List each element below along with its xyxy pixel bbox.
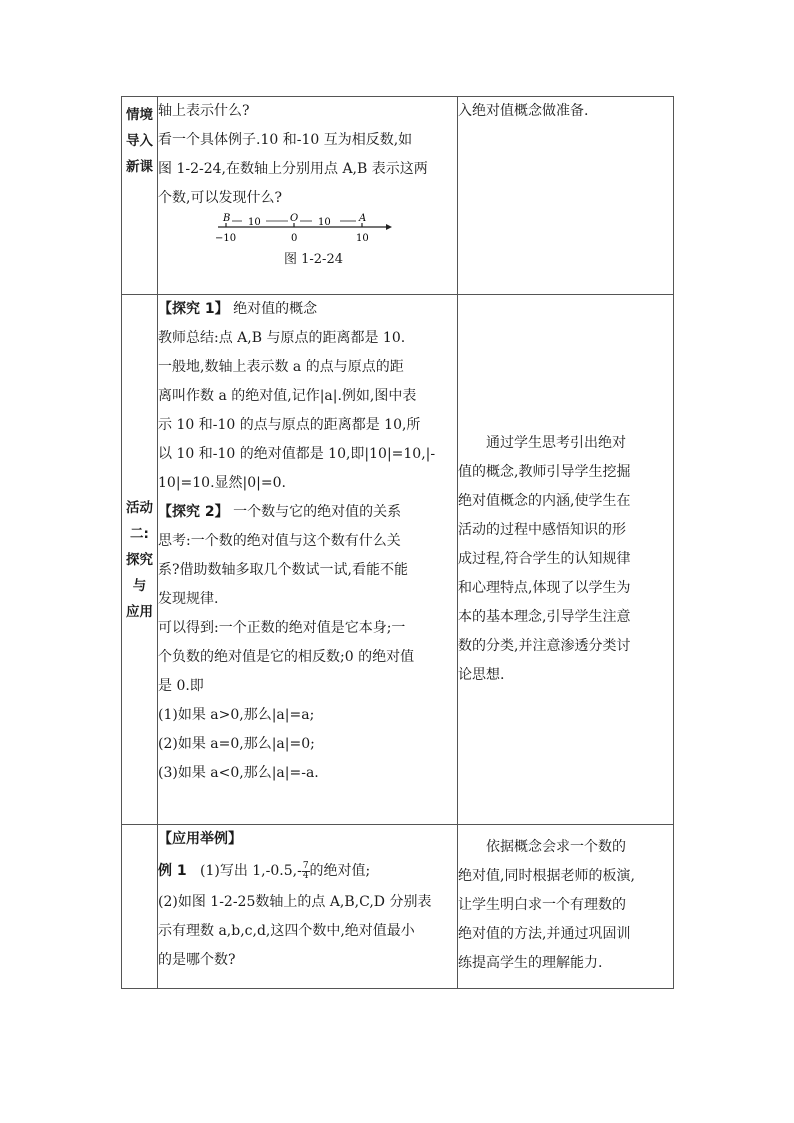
tag-explore-2: 【探究 2】 xyxy=(158,504,229,520)
point-label-a: A xyxy=(359,213,367,224)
example-label: 例 1 xyxy=(158,863,187,879)
row-intro xyxy=(122,97,674,295)
explore-2-title: 一个数与它的绝对值的关系 xyxy=(233,504,402,520)
text-line: 轴上表示什么? xyxy=(158,103,250,119)
tick-zero: 0 xyxy=(291,233,298,244)
figure-caption: 图 1-2-24 xyxy=(283,252,343,267)
content-explore: 【探究 1】 绝对值的概念 教师总结:点 A,B 与原点的距离都是 10. 一般地,数轴上表示数 a 的点与原点的距 离叫作数 a 的绝对值,记作|a|.例如,图中表 示 10 和-10 的点与原点的距离都是 10,所 以 10 和-10 的绝对值都是 10,即|10|=10,|- 10|=10.显然|0|=0. 【探究 2】 一个数与它的绝对值的关系 思考:一个数的绝对值与这个数有什么关 系?借助数轴多取几个数试一试,看能不能 发现规律. 可以得到:一个正数的绝对值是它本身;一 个负数的绝对值是它的相反数;0 的绝对值 是 0.即 (1)如果 a>0,那么|a|=a; (2)如果 a=0,那么|a|=0; (3)如果 a<0,那么|a|=-a. xyxy=(158,295,458,825)
row-explore xyxy=(122,295,674,825)
phase-example xyxy=(122,825,158,989)
tag-example: 【应用举例】 xyxy=(158,831,242,847)
explore-1-title: 绝对值的概念 xyxy=(233,301,318,317)
point-label-b: B xyxy=(223,213,231,224)
text-line: 图 1-2-24,在数轴上分别用点 A,B 表示这两 xyxy=(158,161,428,177)
note-explore: 通过学生思考引出绝对 值的概念,教师引导学生挖掘 绝对值概念的内涵,使学生在 活动的过程中感悟知识的形 成过程,符合学生的认知规律 和心理特点,体现了以学生为 本的基本理念,引导学生注意 数的分类,并注意渗透分类讨 论思想. xyxy=(458,295,674,825)
row-example xyxy=(122,825,674,989)
text-line: 个数,可以发现什么? xyxy=(158,190,282,206)
phase-explore: 活动 二: 探究 与 应用 xyxy=(122,295,158,825)
number-line-figure xyxy=(212,213,392,249)
lesson-plan-table xyxy=(121,96,674,989)
content-intro xyxy=(158,97,458,295)
text-line: 看一个具体例子.10 和-10 互为相反数,如 xyxy=(158,132,413,148)
distance-right: 10 xyxy=(318,217,331,228)
distance-left: 10 xyxy=(248,217,261,228)
tick-ten: 10 xyxy=(356,233,369,244)
fraction-seven-fourths: $\frac{7}{4}$ xyxy=(302,860,309,881)
note-example: 依据概念会求一个数的 绝对值,同时根据老师的板演, 让学生明白求一个有理数的 绝对值的方法,并通过巩固训 练提高学生的理解能力. xyxy=(458,825,674,989)
origin-label: O xyxy=(290,213,299,224)
tick-minus-ten: −10 xyxy=(215,233,237,244)
tag-explore-1: 【探究 1】 xyxy=(158,301,229,317)
content-example: 【应用举例】 例 1 (1)写出 1,-0.5,- $\frac{7}{4}$ 的绝对值; (2)如图 1-2-25数轴上的点 A,B,C,D 分别表 示有理数 a,b,c,d,这四个数中,绝对值最小 的是哪个数? xyxy=(158,825,458,989)
phase-intro: 情境 导入 新课 xyxy=(122,97,158,295)
note-intro: 入绝对值概念做准备. xyxy=(458,97,674,295)
